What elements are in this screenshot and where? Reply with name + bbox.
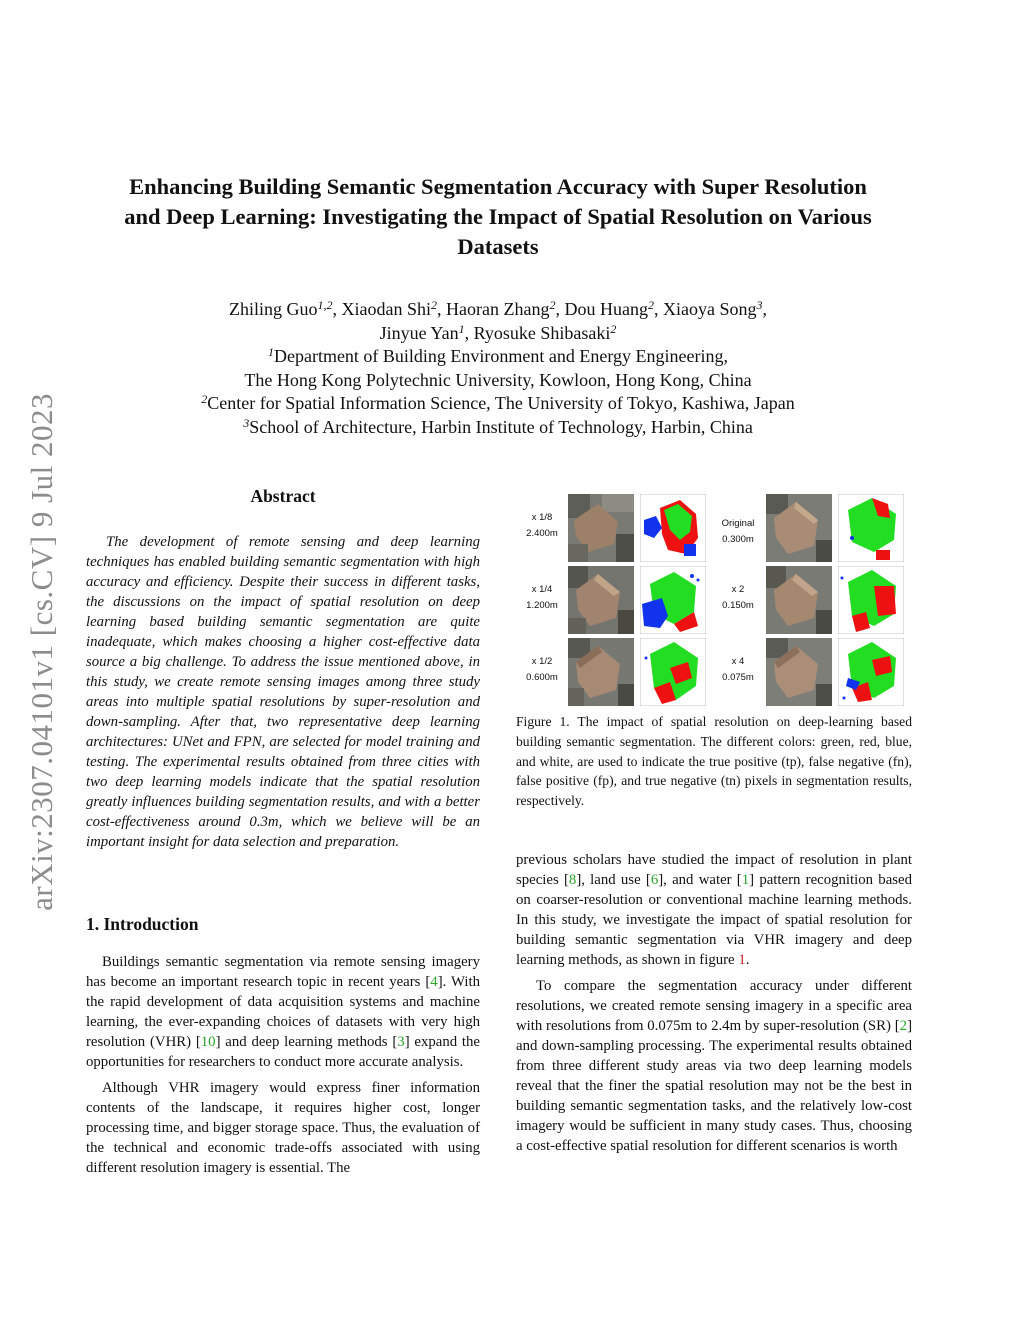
- aerial-image-thumbnail: [568, 566, 634, 634]
- body-text: To compare the segmentation accuracy under different resolutions, we created remote sensing imagery in a specific area with resolutions from 0.075m to 2.4m by super-resolution (SR) [: [516, 978, 912, 1034]
- body-paragraph: [516, 850, 912, 970]
- segmentation-result-thumbnail: [838, 566, 904, 634]
- caption-text: Figure 1. The impact of spatial resolution on deep-learning based building semantic segmentation. The different colors: green, red, blue, and white, are used to indicate the true positive (tp), false negative (fn), false positive (fp), and true negative (tn) pixels in segmentation results, respectively.: [516, 714, 912, 809]
- scale-text: x 4: [731, 656, 745, 667]
- body-text: ]. With the rapid development of data acquisition systems and machine learning, the ever-expanding choices of datasets with very high resolution (VHR) [: [86, 974, 480, 1050]
- scale-text: x 1/4: [531, 584, 553, 595]
- citation-link[interactable]: 8: [568, 872, 577, 888]
- section-heading-introduction: 1. Introduction: [86, 914, 199, 934]
- arxiv-identifier: [22, 372, 62, 932]
- author-line-1: [120, 298, 876, 322]
- body-text: ], land use [: [576, 872, 651, 888]
- citation-link[interactable]: 6: [650, 872, 659, 888]
- aerial-image-thumbnail: [568, 494, 634, 562]
- paper-title: [90, 172, 906, 262]
- resolution-label: [712, 516, 764, 548]
- segmentation-result-thumbnail: [640, 494, 706, 562]
- citation-link[interactable]: 1: [741, 872, 750, 888]
- author-block: [120, 298, 876, 439]
- abstract-heading: Abstract: [250, 486, 316, 506]
- body-text: previous scholars have studied the impact of resolution in plant species [: [516, 852, 912, 888]
- author-name: , Dou Huang: [555, 299, 648, 319]
- segmentation-result-thumbnail: [640, 566, 706, 634]
- right-column-body: [516, 850, 912, 1156]
- resolution-text: 1.200m: [526, 600, 558, 611]
- aerial-image-thumbnail: [766, 494, 832, 562]
- body-text: ] and deep learning methods [: [215, 1034, 398, 1050]
- title-line: and Deep Learning: Investigating the Impact of Spatial Resolution on Various: [124, 204, 872, 229]
- body-text: Buildings semantic segmentation via remote sensing imagery has become an important research topic in recent years [: [86, 954, 480, 990]
- affiliation-text: School of Architecture, Harbin Institute of Technology, Harbin, China: [249, 416, 753, 437]
- segmentation-result-thumbnail: [838, 638, 904, 706]
- resolution-label: [712, 582, 764, 614]
- resolution-label: [516, 510, 568, 542]
- arxiv-id-text: arXiv:2307.04101v1 [cs.CV] 9 Jul 2023: [24, 393, 59, 911]
- author-name: , Ryosuke Shibasaki: [464, 322, 611, 343]
- citation-link[interactable]: 3: [397, 1034, 405, 1050]
- figure-caption: [516, 712, 912, 811]
- author-affil-mark: 1: [458, 321, 465, 336]
- body-text: ] pattern recognition based on coarser-resolution or conventional machine learning methods. In this study, we investigate the impact of spatial resolution for building semantic segmentation via VHR imagery and deep learning methods, as shown in figure: [516, 872, 912, 968]
- author-affil-mark: 2: [549, 298, 556, 312]
- aerial-image-thumbnail: [766, 638, 832, 706]
- affiliation-1: [120, 345, 876, 369]
- author-name: Zhiling Guo: [229, 299, 318, 319]
- intro-paragraph-2: Although VHR imagery would express finer information contents of the landscape, it requires higher cost, longer processing time, and bigger storage space. Thus, the evaluation of the technical and economic trade-offs associated with using different resolution imagery is essential. The: [86, 1080, 480, 1176]
- segmentation-result-thumbnail: [640, 638, 706, 706]
- scale-text: Original: [721, 518, 755, 529]
- title-line: Enhancing Building Semantic Segmentation Accuracy with Super Resolution: [129, 174, 867, 199]
- resolution-text: 2.400m: [526, 528, 558, 539]
- scale-text: x 1/8: [531, 512, 553, 523]
- scale-text: x 2: [731, 584, 745, 595]
- author-affil-mark: 1,2: [317, 298, 333, 312]
- citation-link[interactable]: 10: [200, 1034, 216, 1050]
- author-separator: ,: [762, 299, 767, 319]
- author-affil-mark: 2: [431, 298, 438, 312]
- body-paragraph: [516, 976, 912, 1156]
- resolution-label: [516, 654, 568, 686]
- aerial-image-thumbnail: [766, 566, 832, 634]
- affiliation-1-cont: The Hong Kong Polytechnic University, Kowloon, Hong Kong, China: [244, 369, 752, 390]
- author-name: , Haoran Zhang: [437, 299, 550, 319]
- resolution-text: 0.075m: [722, 672, 754, 683]
- affiliation-mark: 3: [243, 415, 250, 430]
- author-affil-mark: 2: [647, 298, 654, 312]
- citation-link[interactable]: 2: [899, 1018, 908, 1034]
- body-text: ] expand the opportunities for researchers to conduct more accurate analysis.: [86, 1034, 480, 1070]
- resolution-label: [712, 654, 764, 686]
- author-name: , Xiaoya Song: [653, 299, 757, 319]
- abstract-body: [86, 532, 480, 852]
- abstract-text: The development of remote sensing and deep learning techniques has enabled building semantic segmentation with high accuracy and efficiency. Despite their success in different tasks, the discussions on the impact of spatial resolution on deep learning based building semantic segmentation are quite inadequate, which makes choosing a higher cost-effective data source a big challenge. To address the issue mentioned above, in this study, we create remote sensing images among three study areas into multiple spatial resolutions by super-resolution and down-sampling. After that, two representative deep learning architectures: UNet and FPN, are selected for model training and testing. The experimental results obtained from three cities with two deep learning models indicate that the spatial resolution greatly influences building segmentation results, and with a better cost-effectiveness around 0.3m, which we believe will be an important insight for data selection and preparation.: [86, 534, 480, 850]
- citation-link[interactable]: 4: [430, 974, 438, 990]
- segmentation-result-thumbnail: [838, 494, 904, 562]
- resolution-text: 0.600m: [526, 672, 558, 683]
- figure-reference-link[interactable]: 1: [738, 952, 746, 968]
- resolution-text: 0.150m: [722, 600, 754, 611]
- body-text: ], and water [: [658, 872, 742, 888]
- resolution-text: 0.300m: [722, 534, 754, 545]
- author-affil-mark: 2: [610, 321, 617, 336]
- affiliation-3: [120, 416, 876, 440]
- resolution-label: [516, 582, 568, 614]
- affiliation-text: Center for Spatial Information Science, The University of Tokyo, Kashiwa, Japan: [207, 393, 795, 413]
- introduction-body: [86, 952, 480, 1178]
- author-affil-mark: 3: [756, 298, 763, 312]
- author-line-2: [120, 322, 876, 346]
- body-text: ] and down-sampling processing. The experimental results obtained from three different study areas via two deep learning models reveal that the finer the spatial resolution may not be the best in building semantic segmentation tasks, and the relatively low-cost imagery would be sufficient in many study cases. Thus, choosing a cost-effective spatial resolution for different scenarios is worth: [516, 1018, 912, 1154]
- aerial-image-thumbnail: [568, 638, 634, 706]
- affiliation-text: Department of Building Environment and Energy Engineering,: [273, 346, 729, 366]
- figure-1: [516, 490, 912, 710]
- affiliation-2: [120, 392, 876, 416]
- title-line: Datasets: [457, 234, 539, 259]
- affiliation-mark: 1: [267, 345, 274, 359]
- author-name: , Xiaodan Shi: [332, 299, 432, 319]
- scale-text: x 1/2: [531, 656, 553, 667]
- body-text: .: [745, 952, 750, 968]
- affiliation-mark: 2: [201, 392, 208, 406]
- author-name: Jinyue Yan: [379, 322, 459, 343]
- intro-paragraph-1: [86, 952, 480, 1072]
